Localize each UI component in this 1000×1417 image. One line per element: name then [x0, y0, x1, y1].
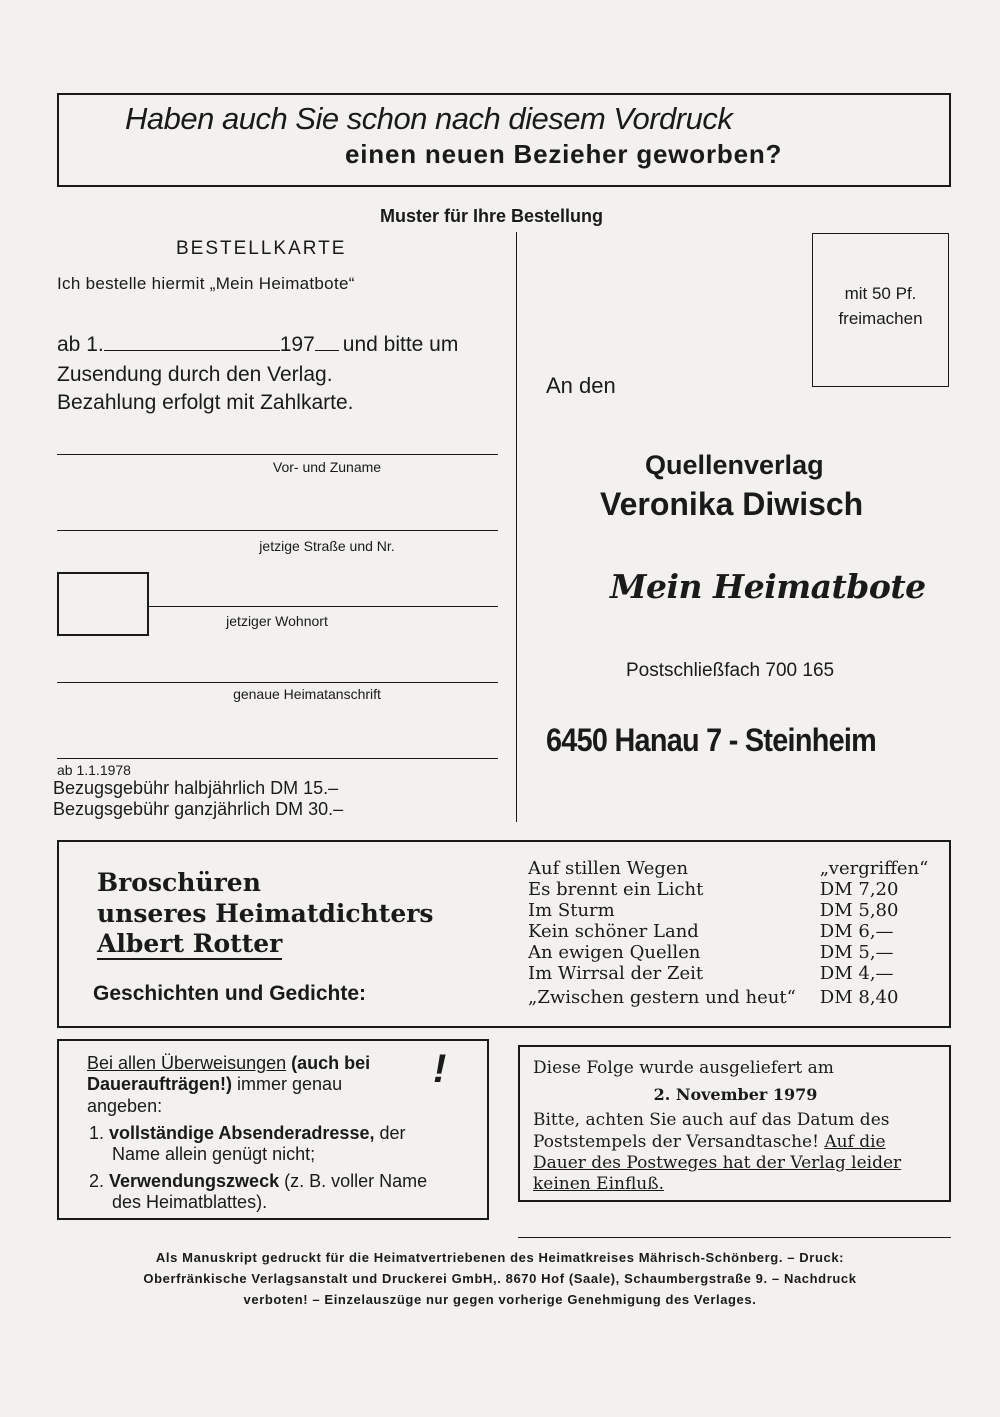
booklet-title: An ewigen Quellen: [528, 942, 701, 963]
delivery-line5: [533, 1153, 901, 1173]
item2-number: 2.: [89, 1171, 105, 1191]
fees-since: ab 1.1.1978: [57, 762, 131, 778]
card-divider: [516, 232, 517, 822]
booklet-price-table: [528, 858, 928, 1008]
item2-line2: des Heimatblattes).: [112, 1192, 268, 1212]
delivery-line6-text: keinen Einfluß.: [533, 1174, 665, 1194]
transfer-line1a: Bei allen Überweisungen: [87, 1053, 287, 1073]
booklet-price: DM 5,80: [819, 900, 899, 921]
booklet-title: Es brennt ein Licht: [528, 879, 704, 900]
delivery-line5-text: Dauer des Postweges hat der Verlag leider: [533, 1153, 902, 1173]
ab-label: ab 1.: [57, 333, 104, 356]
stamp-text-1: mit 50 Pf.: [844, 284, 917, 303]
year-label: 197: [279, 333, 315, 356]
transfer-box: [57, 1039, 489, 1220]
transfer-line2: [87, 1074, 342, 1095]
postbox: Postschließfach 700 165: [626, 660, 835, 681]
delivery-line4: [533, 1132, 886, 1152]
booklet-title: Im Sturm: [528, 900, 615, 921]
footer-line1: Als Manuskript gedruckt für die Heimatvertriebenen des Heimatkreises Mährisch-Schönberg. – Druck:: [155, 1250, 845, 1265]
item1-number: 1.: [89, 1123, 105, 1143]
booklet-title: Auf stillen Wegen: [528, 858, 689, 879]
order-date-line: [57, 332, 458, 357]
booklets-heading-2: unseres Heimatdichters: [97, 899, 434, 928]
city-address: 6450 Hanau 7 - Steinheim: [546, 722, 877, 758]
booklet-price: DM 7,20: [819, 879, 899, 900]
booklets-box: [57, 840, 951, 1028]
header-line1: Haben auch Sie schon nach diesem Vordruck: [125, 101, 733, 136]
delivery-date: 2. November 1979: [653, 1085, 818, 1104]
booklet-price: „vergriffen“: [819, 858, 929, 879]
delivery-line4b: Auf die: [824, 1132, 886, 1152]
booklet-title: Kein schöner Land: [528, 921, 699, 942]
field-label-street: jetzige Straße und Nr.: [259, 538, 395, 554]
booklet-price: DM 5,—: [819, 942, 894, 963]
header-box: [57, 93, 951, 187]
header-line2: einen neuen Bezieher geworben?: [345, 139, 783, 169]
publisher-name: Quellenverlag: [645, 450, 824, 480]
owner-name: Veronika Diwisch: [600, 486, 864, 522]
field-line-home[interactable]: [57, 682, 498, 683]
field-line-street[interactable]: [57, 530, 498, 531]
booklet-row: [528, 984, 928, 1008]
muster-label: Muster für Ihre Bestellung: [380, 206, 604, 226]
transfer-line1b: (auch bei: [286, 1053, 371, 1073]
transfer-line2b: immer genau: [232, 1074, 343, 1094]
footer-line2: Oberfränkische Verlagsanstalt und Druckerei GmbH,. 8670 Hof (Saale), Schaumbergstraße 9. – Nachdruck: [143, 1271, 857, 1286]
stamp-box: [812, 233, 949, 387]
fees-half: Bezugsgebühr halbjährlich DM 15.–: [53, 778, 339, 798]
booklet-row: [528, 963, 928, 984]
zusendung-text: Zusendung durch den Verlag.: [57, 363, 333, 386]
item1-line2: Name allein genügt nicht;: [112, 1144, 316, 1164]
year-blank[interactable]: [315, 332, 339, 351]
field-label-home: genaue Heimatanschrift: [233, 686, 381, 702]
booklet-row: [528, 921, 928, 942]
und-label: und bitte um: [342, 333, 459, 356]
booklets-heading-3: Albert Rotter: [97, 929, 283, 958]
delivery-box: [518, 1045, 951, 1202]
delivery-line6: [533, 1174, 664, 1194]
item1-rest: der: [374, 1123, 406, 1143]
form-title: BESTELLKARTE: [176, 238, 347, 259]
booklet-price: DM 6,—: [819, 921, 894, 942]
stamp-text-2: freimachen: [838, 309, 923, 328]
booklet-row: [528, 858, 928, 879]
field-line-name[interactable]: [57, 454, 498, 455]
booklet-price: DM 8,40: [819, 987, 899, 1008]
form-intro: Ich bestelle hiermit „Mein Heimatbote“: [57, 274, 355, 293]
delivery-line4a: Poststempels der Versandtasche!: [533, 1132, 825, 1152]
booklet-title: „Zwischen gestern und heut“: [528, 987, 796, 1008]
booklet-row: [528, 879, 928, 900]
transfer-line1: [87, 1053, 370, 1074]
field-line-town[interactable]: [148, 606, 498, 607]
booklets-subheading: Geschichten und Gedichte:: [93, 982, 367, 1005]
transfer-item-2: [89, 1171, 427, 1192]
booklets-heading-1: Broschüren: [97, 868, 261, 897]
item2-bold: Verwendungszweck: [109, 1171, 280, 1191]
field-label-name: Vor- und Zuname: [272, 459, 382, 475]
booklet-row: [528, 942, 928, 963]
bezahlung-text: Bezahlung erfolgt mit Zahlkarte.: [57, 391, 354, 414]
delivery-line1: Diese Folge wurde ausgeliefert am: [533, 1058, 834, 1078]
booklet-price: DM 4,—: [819, 963, 894, 984]
field-label-town: jetziger Wohnort: [226, 613, 328, 629]
booklet-row: [528, 900, 928, 921]
transfer-line3: angeben:: [87, 1096, 163, 1116]
footer-line3: verboten! – Einzelauszüge nur gegen vorherige Genehmigung des Verlages.: [243, 1292, 757, 1307]
footer-rule: [518, 1237, 951, 1238]
an-den-label: An den: [546, 373, 616, 398]
transfer-line2a: Daueraufträgen!): [87, 1074, 233, 1094]
magazine-logo: Mein Heimatbote: [610, 567, 926, 606]
booklet-title: Im Wirrsal der Zeit: [528, 963, 704, 984]
field-line-bottom: [57, 758, 498, 759]
item2-rest: (z. B. voller Name: [279, 1171, 428, 1191]
delivery-line3: Bitte, achten Sie auch auf das Datum des: [533, 1110, 890, 1130]
item1-bold: vollständige Absenderadresse,: [109, 1123, 375, 1143]
transfer-item-1: [89, 1123, 406, 1144]
exclamation-mark: !: [433, 1047, 447, 1091]
month-blank[interactable]: [104, 332, 280, 351]
fees-full: Bezugsgebühr ganzjährlich DM 30.–: [53, 799, 344, 819]
